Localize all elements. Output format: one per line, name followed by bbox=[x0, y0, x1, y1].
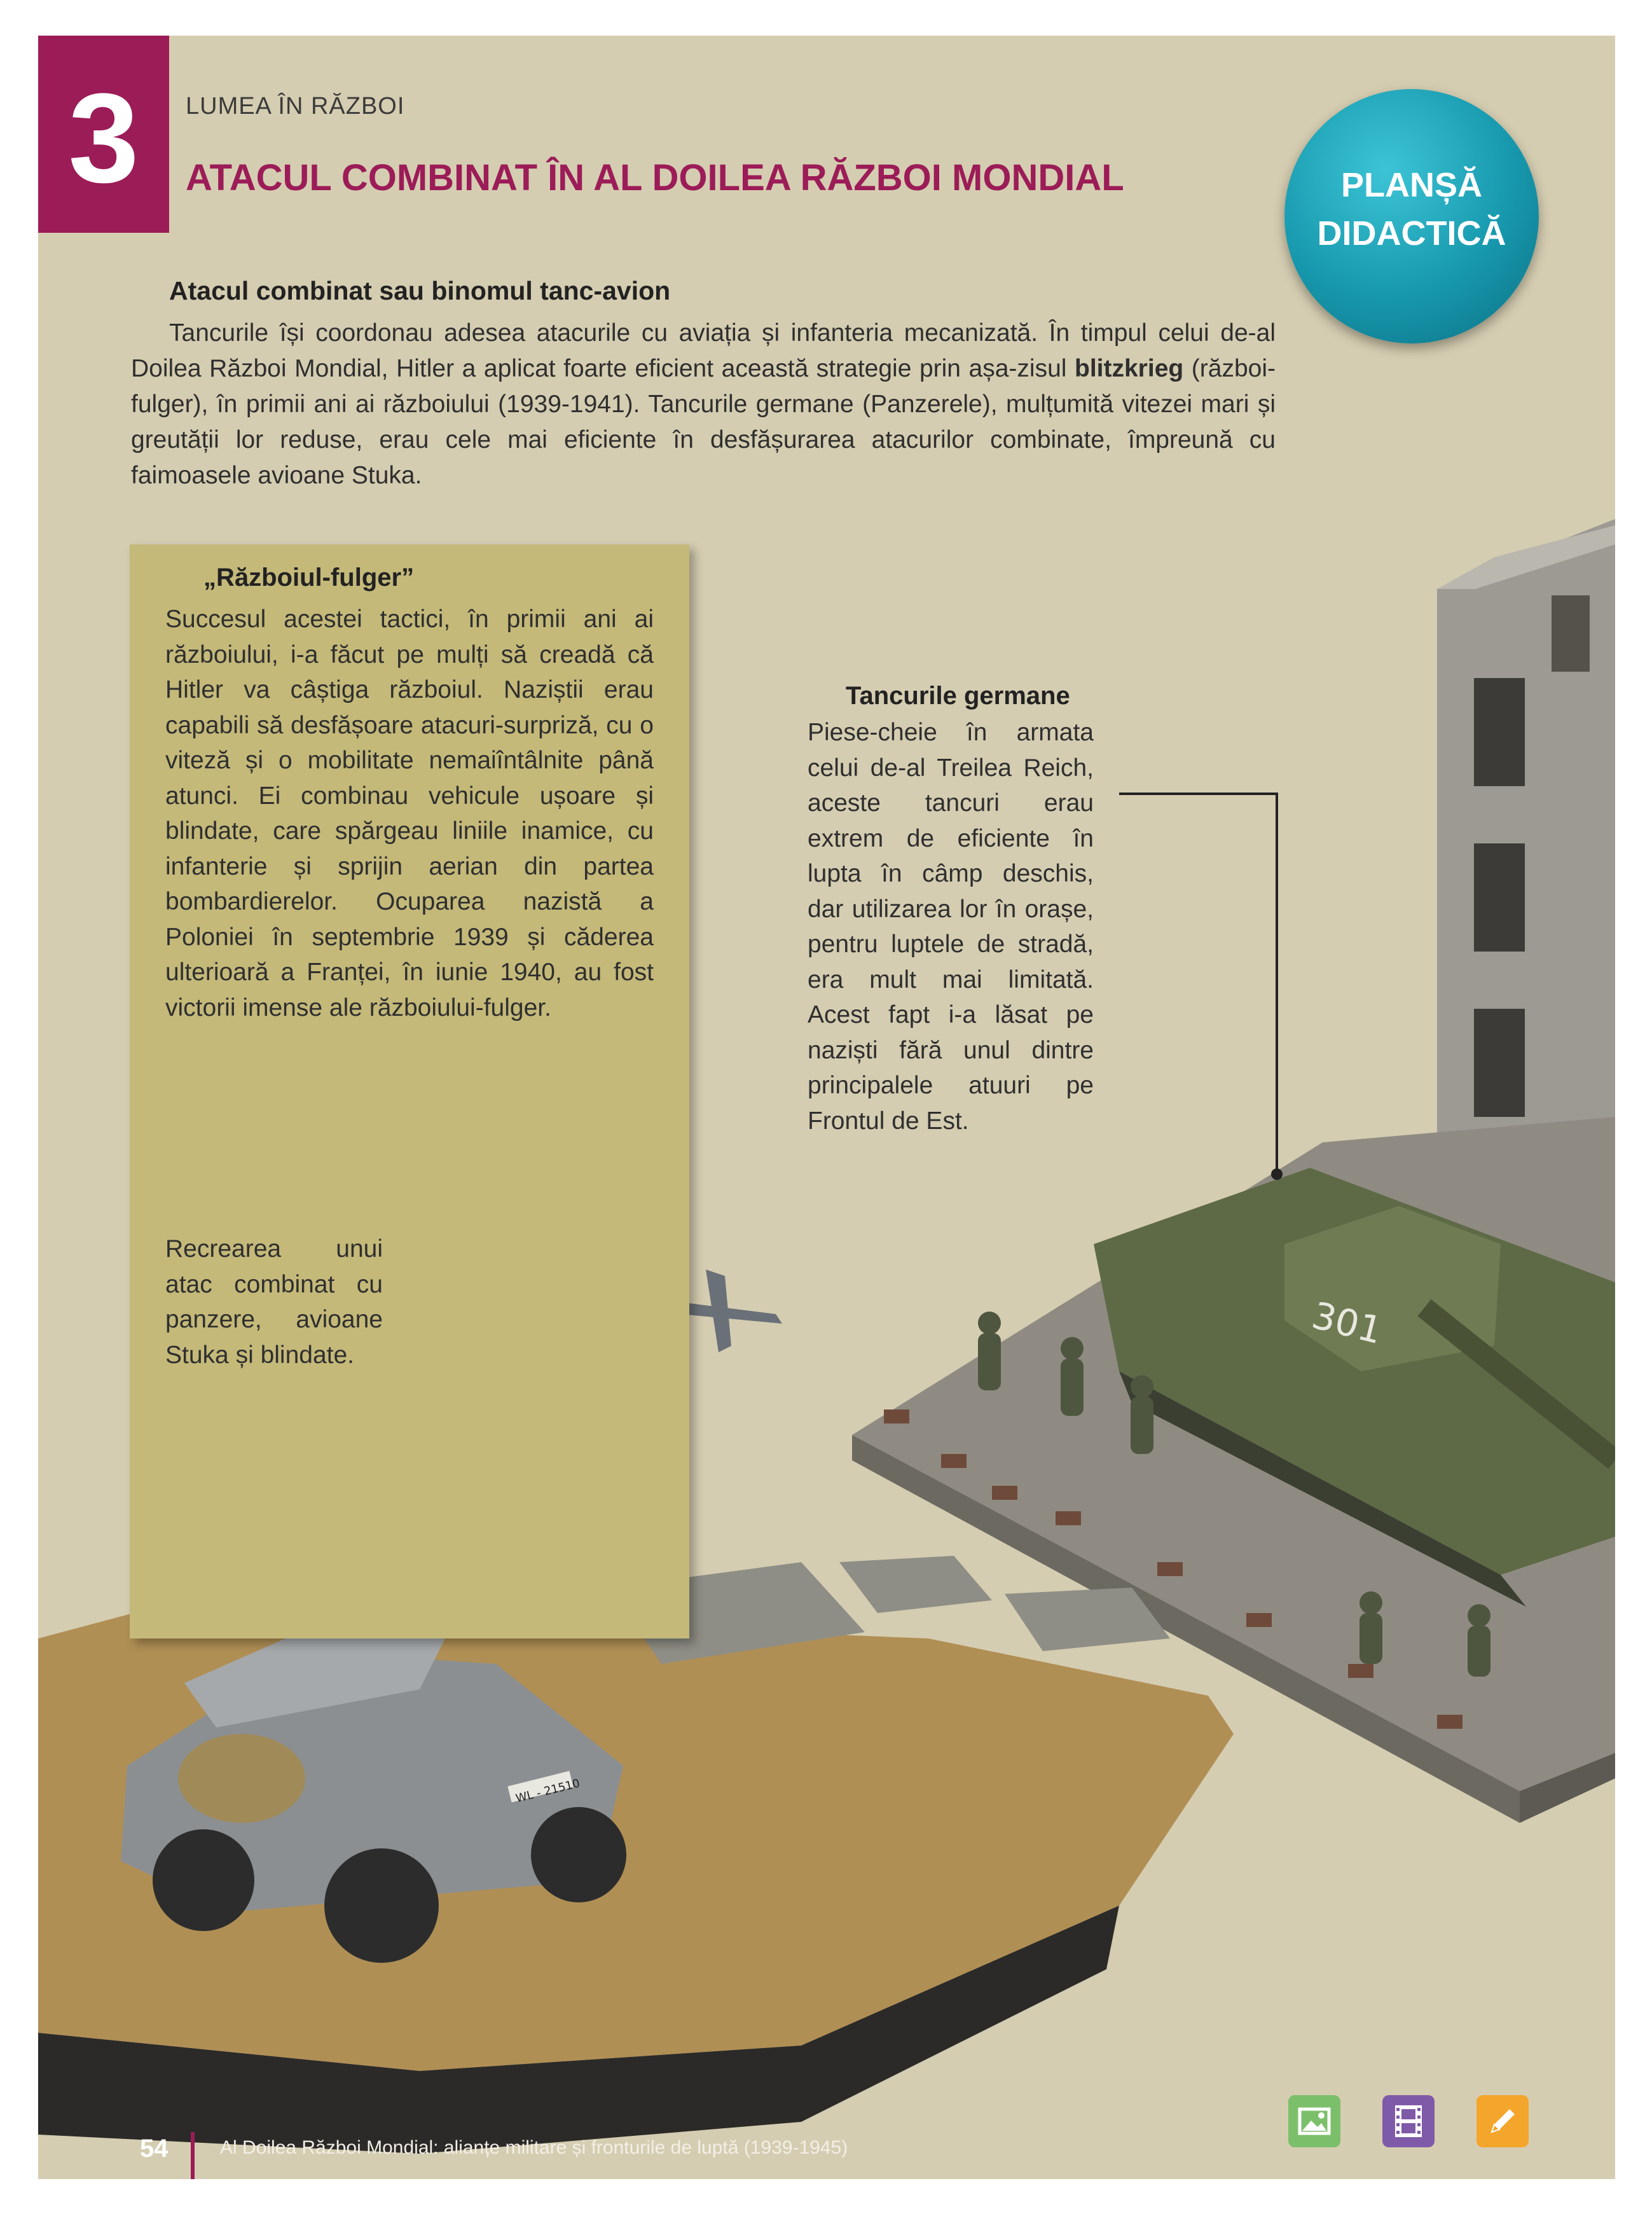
chapter-number: 3 bbox=[68, 67, 139, 209]
leader-line bbox=[38, 36, 1615, 2179]
tanks-paragraph: Piese-cheie în armata celui de-al Treilea Reich, aceste tancuri erau extrem de eficiente în lupta în câmp deschis, dar utilizarea lor în orașe, pentru luptele de stradă, era mult mai limitată. Acest fapt i-a lăsat pe naziști fără unul dintre principalele atuuri pe Frontul de Est. bbox=[808, 719, 1094, 1135]
film-icon[interactable] bbox=[1382, 2095, 1435, 2147]
sidebar-paragraph: Succesul acestei tactici, în primii ani ai războiului, i-a făcut pe mulți să creadă că Hitler va câștiga războiul. Naziștii erau capabili să desfășoare atacuri-surpriză, cu o viteză și o mobilitate nemaiîntâlnite până atunci. Ei combinau vehicule ușoare și blindate, care spărgeau liniile inamice, cu infanterie și sprijin aerian din partea bombardierelor. Ocuparea nazistă a Poloniei în septembrie 1939 și căderea ulterioară a Franței, în iunie 1940, au fost victorii imense ale războiului-fulger. bbox=[165, 606, 654, 1021]
footer-divider bbox=[191, 2132, 195, 2179]
pencil-icon[interactable] bbox=[1476, 2095, 1529, 2147]
tank-number: 301 bbox=[1307, 1293, 1387, 1353]
footer-text: Al Doilea Război Mondial: alianțe militare și fronturile de luptă (1939-1945) bbox=[220, 2137, 848, 2158]
page-number: 54 bbox=[140, 2135, 169, 2163]
section-label: LUMEA ÎN RĂZBOI bbox=[186, 93, 405, 120]
image-icon[interactable] bbox=[1288, 2095, 1340, 2147]
plate-number: WL - 21510 bbox=[514, 1776, 582, 1806]
illustration-caption: Recrearea unui atac combinat cu panzere, avioane Stuka și blindate. bbox=[165, 1235, 383, 1369]
page bbox=[38, 36, 1615, 2179]
badge-line-1: PLANȘĂ bbox=[1340, 166, 1482, 204]
intro-text-end: (război-fulger), în primii ani ai războiului (1939-1941). Tancurile germane (Panzerele), mulțumită vitezei mari și greutății lor reduse, erau cele mai eficiente în desfășurarea atacurilor combinate, împreună cu faimoasele avioane Stuka. bbox=[131, 355, 1276, 489]
intro-text-start: Tancurile își coordonau adesea atacurile cu aviația și infanteria mecanizată. În timpul celui de-al Doilea Război Mondial, Hitler a aplicat foarte eficient această strategie prin așa-zisul bbox=[131, 319, 1276, 382]
page-title: ATACUL COMBINAT ÎN AL DOILEA RĂZBOI MONDIAL bbox=[186, 157, 1124, 198]
intro-heading: Atacul combinat sau binomul tanc-avion bbox=[169, 276, 671, 305]
badge-line-2: DIDACTICĂ bbox=[1317, 214, 1506, 253]
sidebar-heading: „Războiul-fulger” bbox=[203, 564, 415, 592]
blitzkrieg-term: blitzkrieg bbox=[1075, 355, 1184, 382]
tanks-heading: Tancurile germane bbox=[846, 682, 1070, 710]
